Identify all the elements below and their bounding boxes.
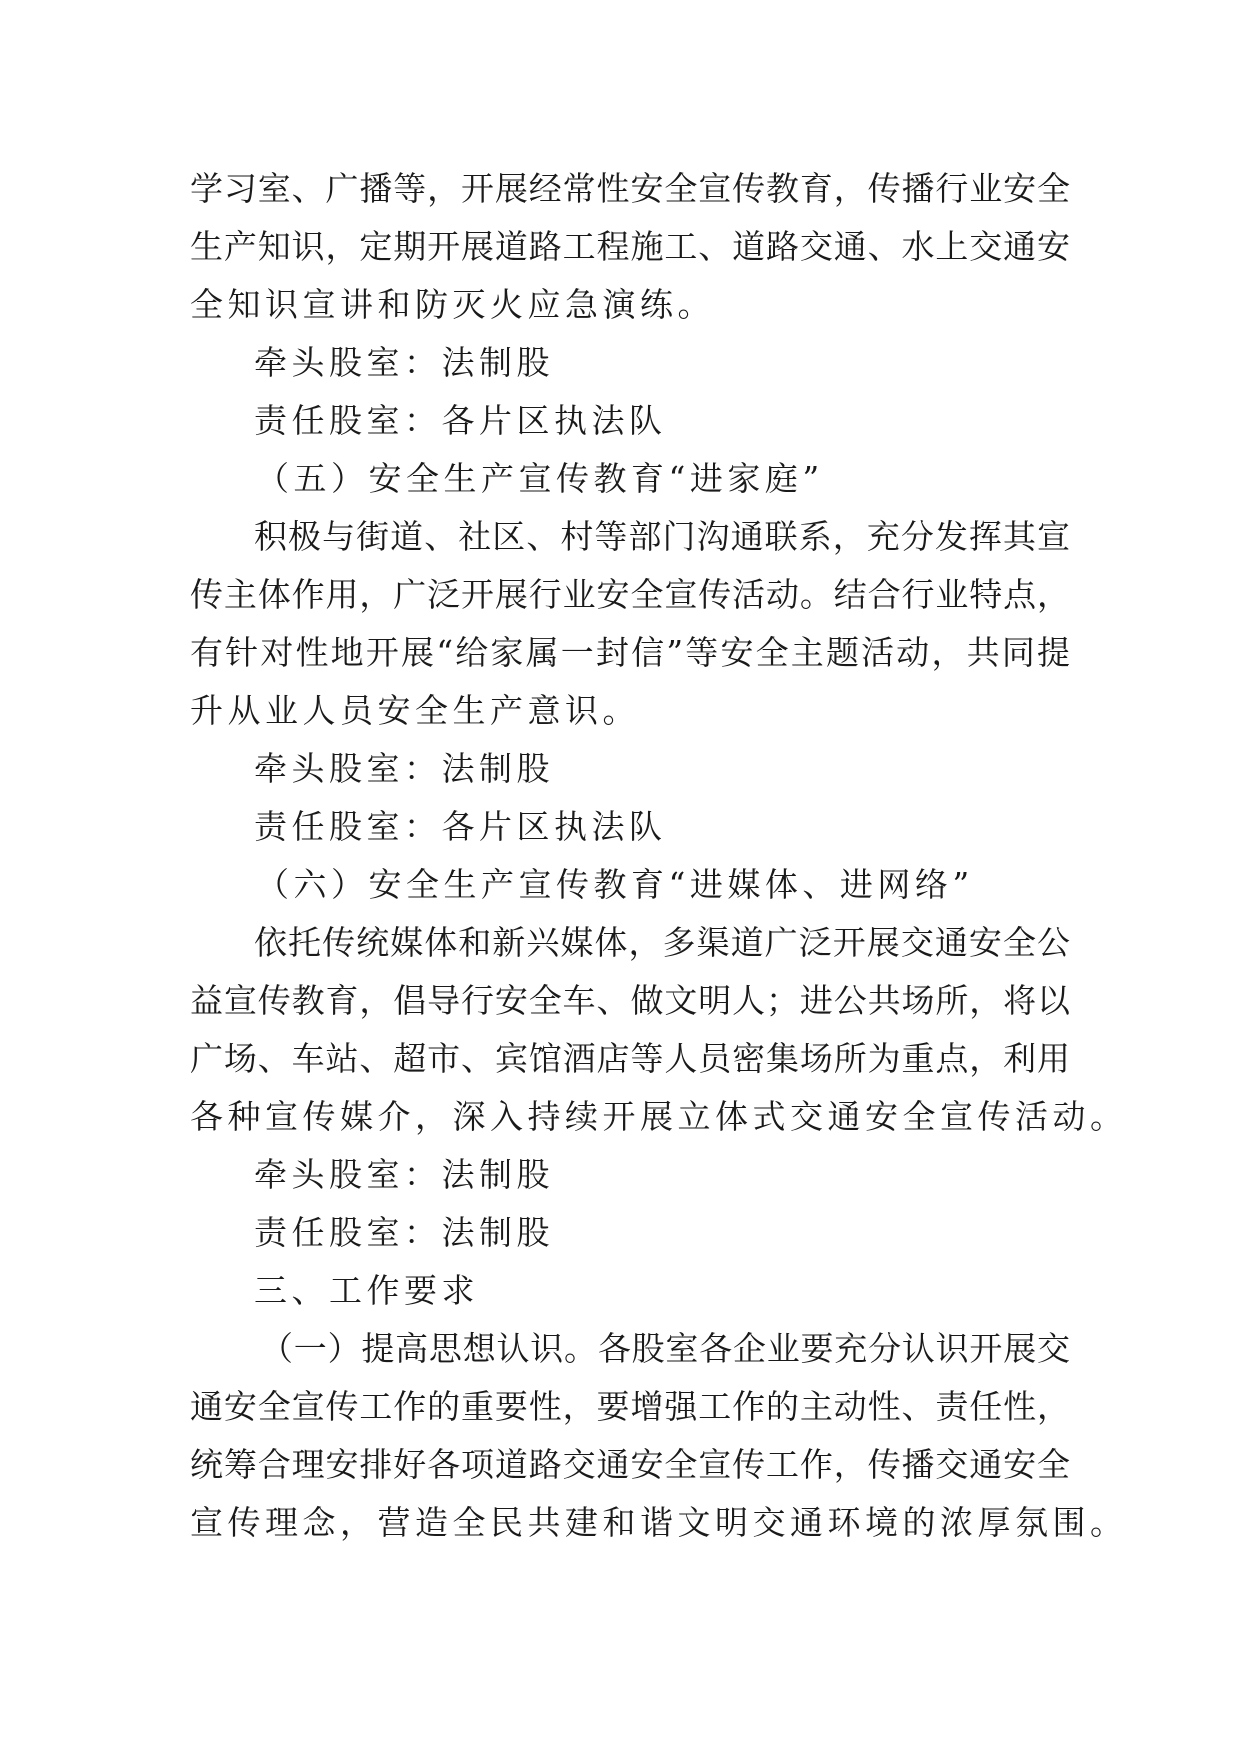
section-heading: （六）安全生产宣传教育“进媒体、进网络” bbox=[256, 865, 974, 904]
paragraph-line: 益宣传教育，倡导行安全车、做文明人；进公共场所，将以 bbox=[190, 981, 1070, 1020]
paragraph-line: 通安全宣传工作的重要性，要增强工作的主动性、责任性， bbox=[190, 1387, 1070, 1426]
paragraph-line: 传主体作用，广泛开展行业安全宣传活动。结合行业特点， bbox=[190, 575, 1070, 614]
paragraph-line: 统筹合理安排好各项道路交通安全宣传工作，传播交通安全 bbox=[190, 1445, 1070, 1484]
paragraph-line: 各种宣传媒介，深入持续开展立体式交通安全宣传活动。 bbox=[190, 1097, 1128, 1136]
lead-office: 牵头股室：法制股 bbox=[254, 343, 554, 382]
paragraph-line: （一）提高思想认识。各股室各企业要充分认识开展交 bbox=[260, 1329, 1070, 1368]
responsible-office: 责任股室：各片区执法队 bbox=[254, 807, 667, 846]
paragraph-line: 全知识宣讲和防灭火应急演练。 bbox=[190, 285, 715, 324]
lead-office: 牵头股室：法制股 bbox=[254, 1155, 554, 1194]
paragraph-line: 学习室、广播等，开展经常性安全宣传教育，传播行业安全 bbox=[190, 169, 1070, 208]
paragraph-line: 广场、车站、超市、宾馆酒店等人员密集场所为重点，利用 bbox=[190, 1039, 1070, 1078]
paragraph-line: 依托传统媒体和新兴媒体，多渠道广泛开展交通安全公 bbox=[254, 923, 1070, 962]
paragraph-line: 有针对性地开展“给家属一封信”等安全主题活动，共同提 bbox=[190, 633, 1070, 672]
paragraph-line: 积极与街道、社区、村等部门沟通联系，充分发挥其宣 bbox=[254, 517, 1070, 556]
chapter-heading: 三、工作要求 bbox=[254, 1271, 479, 1310]
section-heading: （五）安全生产宣传教育“进家庭” bbox=[256, 459, 824, 498]
responsible-office: 责任股室：各片区执法队 bbox=[254, 401, 667, 440]
paragraph-line: 宣传理念，营造全民共建和谐文明交通环境的浓厚氛围。 bbox=[190, 1503, 1128, 1542]
document-page bbox=[190, 160, 1128, 1552]
paragraph-line: 生产知识，定期开展道路工程施工、道路交通、水上交通安 bbox=[190, 227, 1070, 266]
responsible-office: 责任股室：法制股 bbox=[254, 1213, 554, 1252]
paragraph-line: 升从业人员安全生产意识。 bbox=[190, 691, 640, 730]
lead-office: 牵头股室：法制股 bbox=[254, 749, 554, 788]
